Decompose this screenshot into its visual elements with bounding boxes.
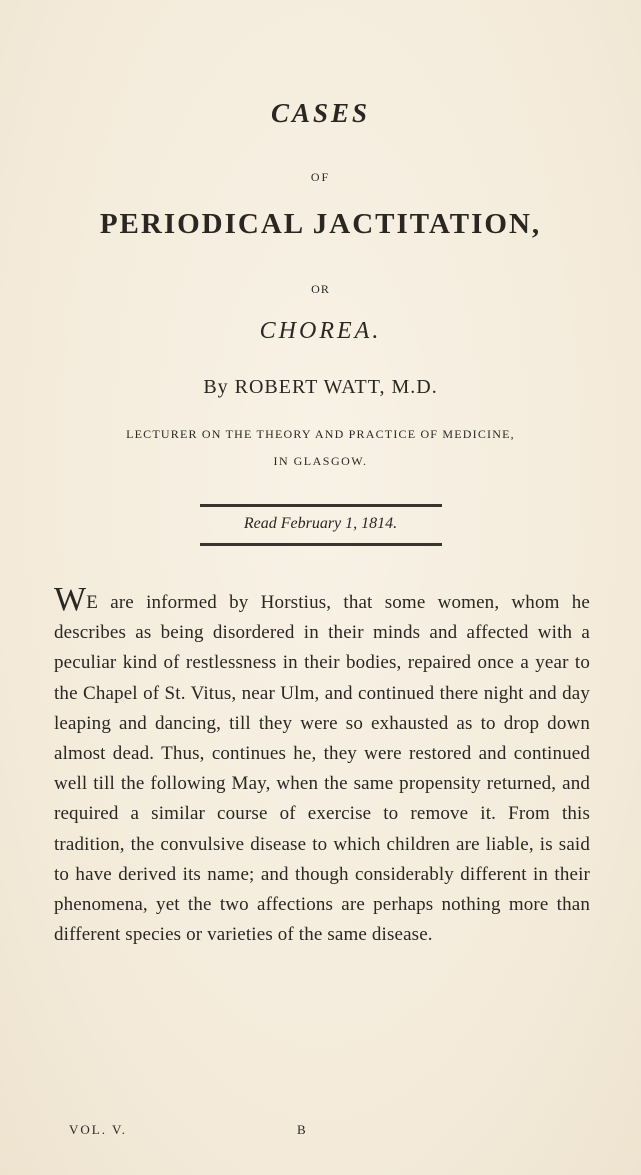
read-date: Read February 1, 1814. — [243, 515, 398, 532]
author-place: IN GLASGOW. — [273, 454, 368, 468]
paragraph-text: are informed by Horstius, that some women, whom he describes as being disordered in their minds and affected with a peculiar kind of restlessness in their bodies, repaired once a year to the Chapel of St. Vitus, near Ulm, and continued there night and day leaping and dancing, till they were so exhausted as to drop down almost dead. Thus, continues he, they were restored and continued well till the following May, when the same propensity returned, and required a similar course of exercise to remove it. From this tradition, the convulsive disease to which children are liable, is said to have derived its name; and though considerably different in their phenomena, yet the two affections are perhaps nothing more than different species or varieties of the same disease. — [54, 592, 590, 946]
author-line: By ROBERT WATT, M.D. — [203, 376, 438, 398]
heading-of: OF — [310, 170, 331, 184]
heading-chorea: CHOREA. — [259, 318, 382, 344]
heading-or: OR — [311, 282, 330, 296]
volume-mark: VOL. V. — [69, 1122, 127, 1137]
rule-bottom — [200, 543, 442, 546]
signature-mark: B — [297, 1122, 308, 1137]
rule-top — [200, 504, 442, 507]
heading-cases: CASES — [270, 98, 371, 128]
first-word-rest: E — [86, 592, 99, 613]
body-paragraph — [54, 581, 590, 950]
author-position: LECTURER ON THE THEORY AND PRACTICE OF MEDICINE, — [126, 427, 515, 441]
drop-cap: W — [54, 581, 87, 618]
heading-title: PERIODICAL JACTITATION, — [99, 208, 542, 240]
